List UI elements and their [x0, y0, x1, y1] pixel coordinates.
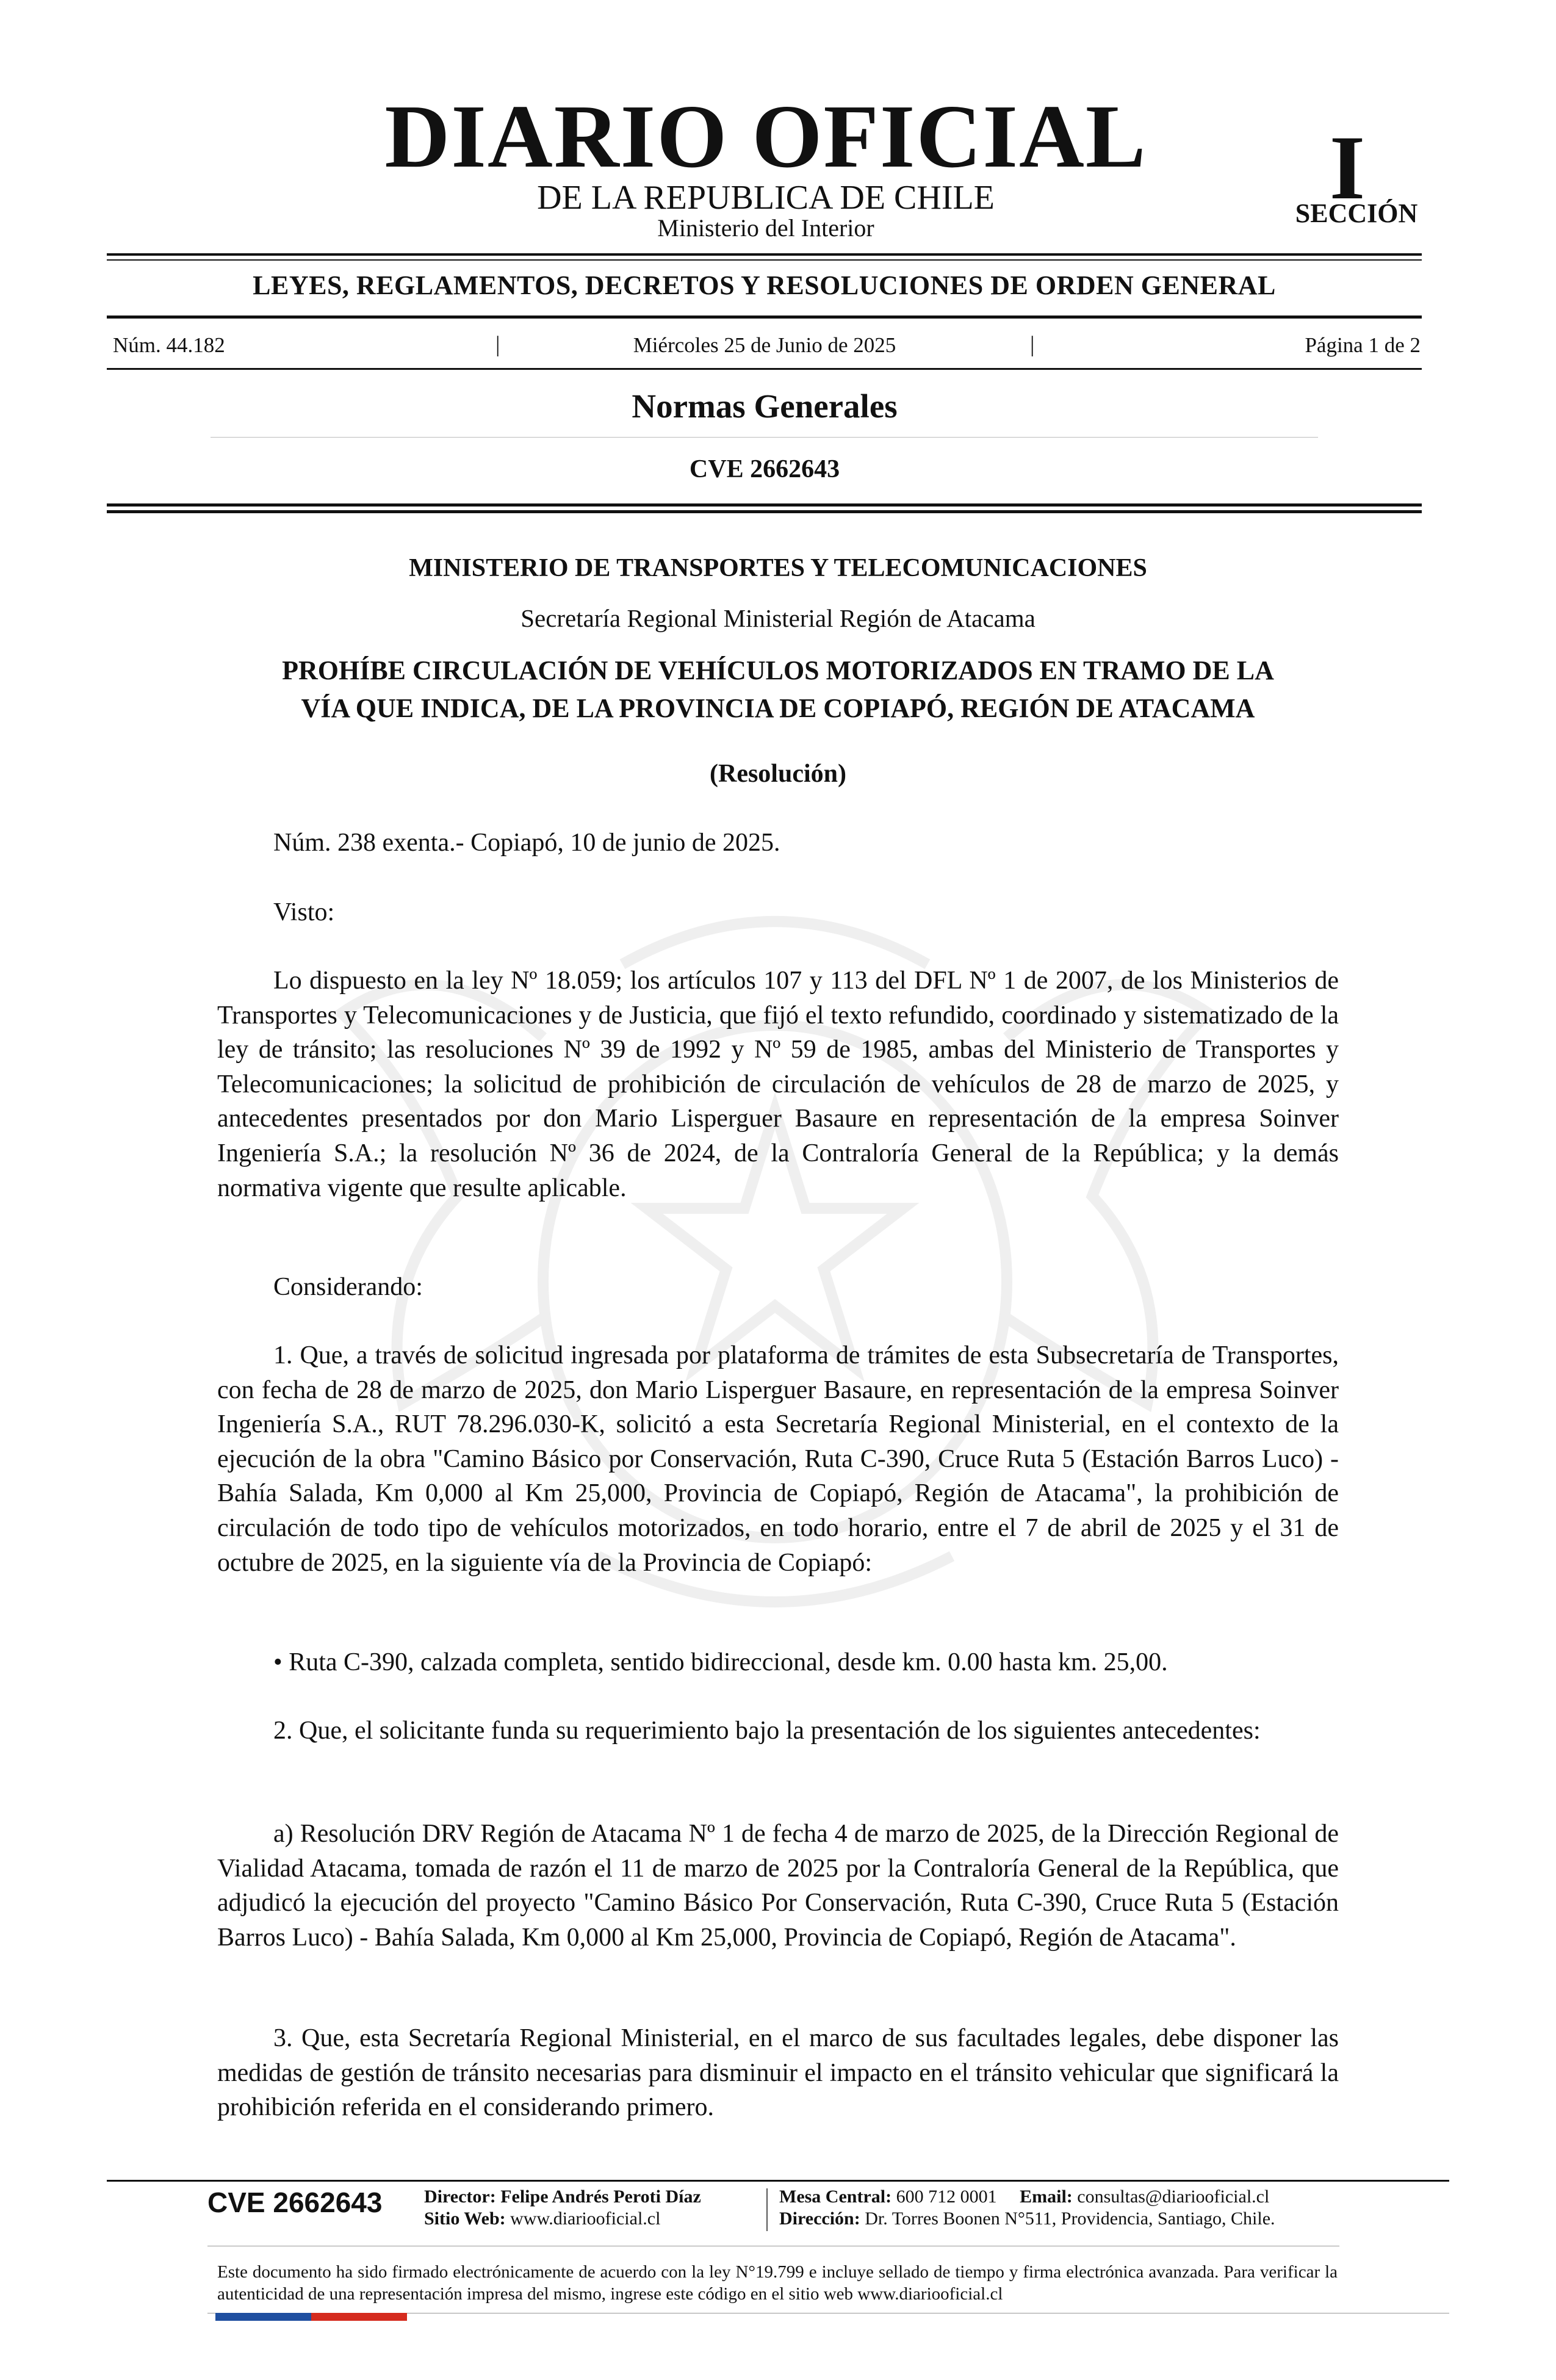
- body-rule-top: [107, 503, 1422, 507]
- considerando-1-bullet: • Ruta C-390, calzada completa, sentido bidireccional, desde km. 0.00 hasta km. 25,00.: [273, 1648, 1168, 1676]
- masthead-subtitle: DE LA REPUBLICA DE CHILE: [537, 179, 995, 217]
- footer-separator: [766, 2188, 768, 2231]
- footer-email-label: Email:: [1020, 2187, 1073, 2207]
- footer-address-text: Dr. Torres Boonen N°511, Providencia, Santiago, Chile.: [865, 2209, 1275, 2229]
- ministry-heading: MINISTERIO DE TRANSPORTES Y TELECOMUNICACIONES: [409, 554, 1147, 582]
- considerando-label: Considerando:: [273, 1273, 423, 1301]
- footer-mesa-phone: 600 712 0001: [896, 2187, 997, 2207]
- section-title-rule: [211, 437, 1318, 438]
- issue-date: Miércoles 25 de Junio de 2025: [633, 333, 896, 357]
- section-numeral: I: [1329, 117, 1366, 218]
- resolution-title-line-1: PROHÍBE CIRCULACIÓN DE VEHÍCULOS MOTORIZADOS EN TRAMO DE LA: [282, 655, 1274, 685]
- cve-code: CVE 2662643: [689, 455, 840, 483]
- seremi-heading: Secretaría Regional Ministerial Región de Atacama: [520, 604, 1036, 632]
- considerando-1: 1. Que, a través de solicitud ingresada por plataforma de trámites de esta Subsecretaría de Transportes, con fecha de 28 de marzo de 2025, don Mario Lisperguer Basaure, en representación de la empresa Soinver Ingeniería S.A., RUT 78.296.030-K, solicitó a esta Secretaría Regional Ministerial, en el contexto de la ejecución de la obra "Camino Básico por Conservación, Ruta C-390, Cruce Ruta 5 (Estación Barros Luco) - Bahía Salada, Km 0,000 al Km 25,000, Provincia de Copiapó, Región de Atacama", la prohibición de circulación de todo tipo de vehículos motorizados, en todo horario, entre el 7 de abril de 2025 y el 31 de octubre de 2025, en la siguiente vía de la Provincia de Copiapó:: [217, 1341, 1339, 1577]
- footer-website-link[interactable]: www.diariooficial.cl: [510, 2209, 661, 2229]
- footer-cve-code: CVE 2662643: [207, 2187, 383, 2218]
- section-title: Normas Generales: [632, 388, 898, 425]
- resolution-number-line: Núm. 238 exenta.- Copiapó, 10 de junio de 2025.: [273, 829, 780, 857]
- masthead-rule-bottom: [107, 259, 1422, 261]
- resolution-label: (Resolución): [710, 760, 846, 788]
- masthead-rule-top: [107, 253, 1422, 256]
- footer-flag-blue: [215, 2313, 311, 2321]
- info-rule-top: [107, 316, 1422, 319]
- footer-email-link[interactable]: consultas@diariooficial.cl: [1077, 2187, 1270, 2207]
- footer-director: [424, 2186, 701, 2208]
- resolution-title: [218, 652, 1338, 727]
- footer-mesa-label: Mesa Central:: [779, 2187, 892, 2207]
- section-label: SECCIÓN: [1295, 198, 1418, 228]
- resolution-title-line-2: VÍA QUE INDICA, DE LA PROVINCIA DE COPIAPÓ, REGIÓN DE ATACAMA: [301, 693, 1255, 723]
- footer-flag-red: [311, 2313, 407, 2321]
- footer-director-name: Felipe Andrés Peroti Díaz: [500, 2187, 701, 2207]
- publication-subtitle: LEYES, REGLAMENTOS, DECRETOS Y RESOLUCIONES DE ORDEN GENERAL: [253, 270, 1276, 300]
- issue-number: Núm. 44.182: [113, 333, 225, 357]
- footer-contact: [779, 2186, 1269, 2208]
- footer-legal-notice: Este documento ha sido firmado electrónicamente de acuerdo con la ley N°19.799 e incluye sellado de tiempo y firma electrónica avanzada. Para verificar la autenticidad de una representación impresa del mismo, ingrese este código en el sitio web www.diariooficial.cl: [217, 2262, 1338, 2304]
- footer-address-label: Dirección:: [779, 2209, 860, 2229]
- page-indicator: Página 1 de 2: [1305, 333, 1421, 357]
- masthead-ministry: Ministerio del Interior: [657, 214, 874, 242]
- footer-website-label: Sitio Web:: [424, 2209, 506, 2229]
- masthead-title: DIARIO OFICIAL: [384, 87, 1147, 187]
- footer-address: [779, 2208, 1275, 2230]
- considerando-3: 3. Que, esta Secretaría Regional Ministerial, en el marco de sus facultades legales, debe disponer las medidas de gestión de tránsito necesarias para disminuir el impacto en el tránsito vehicular que significará la prohibición referida en el considerando primero.: [217, 2024, 1339, 2122]
- footer-director-label: Director:: [424, 2187, 496, 2207]
- info-separator: |: [1030, 332, 1035, 357]
- visto-paragraph: Lo dispuesto en la ley Nº 18.059; los artículos 107 y 113 del DFL Nº 1 de 2007, de los Ministerios de Transportes y Telecomunicaciones y de Justicia, que fijó el texto refundido, coordinado y sistematizado de la ley de tránsito; las resoluciones Nº 39 de 1992 y Nº 59 de 1985, ambas del Ministerio de Transportes y Telecomunicaciones; la solicitud de prohibición de circulación de vehículos de 28 de marzo de 2025, y antecedentes presentados por don Mario Lisperguer Basaure en representación de la empresa Soinver Ingeniería S.A.; la resolución Nº 36 de 2024, de la Contraloría General de la República; y la demás normativa vigente que resulte aplicable.: [217, 967, 1339, 1202]
- footer-website: [424, 2208, 660, 2230]
- info-separator: |: [495, 332, 500, 357]
- body-rule-bottom: [107, 510, 1422, 513]
- visto-label: Visto:: [273, 898, 335, 926]
- considerando-2a: a) Resolución DRV Región de Atacama Nº 1 de fecha 4 de marzo de 2025, de la Dirección Regional de Vialidad Atacama, tomada de razón el 11 de marzo de 2025 por la Contraloría General de la República, que adjudicó la ejecución del proyecto "Camino Básico Por Conservación, Ruta C-390, Cruce Ruta 5 (Estación Barros Luco) - Bahía Salada, Km 0,000 al Km 25,000, Provincia de Copiapó, Región de Atacama".: [217, 1820, 1339, 1952]
- considerando-2: 2. Que, el solicitante funda su requerimiento bajo la presentación de los siguientes antecedentes:: [273, 1717, 1261, 1745]
- footer-rule-top: [107, 2180, 1449, 2182]
- info-rule-bottom: [107, 368, 1422, 370]
